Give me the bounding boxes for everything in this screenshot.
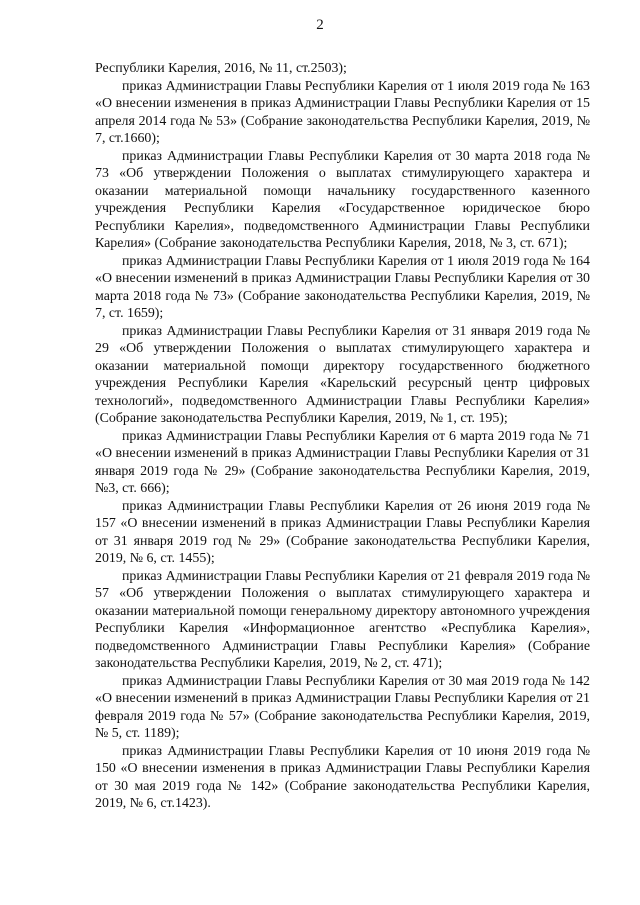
paragraph-order-71: приказ Администрации Главы Республики Карелия от 6 марта 2019 года № 71 «О внесении изменений в приказ Администрации Главы Республики Карелия от 31 января 2019 года № 29» (Собрание законодательства Республики Карелия, 2019, №3, ст. 666); [95,428,590,496]
paragraph-order-57: приказ Администрации Главы Республики Карелия от 21 февраля 2019 года № 57 «Об утверждении Положения о выплатах стимулирующего характера и оказании материальной помощи генеральному директору автономного учреждения Республики Карелия «Информационное агентство «Республика Карелия», подведомственного Администрации Главы Республики Карелия» (Собрание законодательства Республики Карелия, 2019, № 2, ст. 471); [95,568,590,671]
paragraph-order-163: приказ Администрации Главы Республики Карелия от 1 июля 2019 года № 163 «О внесении изменения в приказ Администрации Главы Республики Карелия от 15 апреля 2014 года № 53» (Собрание законодательства Республики Карелия, 2019, № 7, ст.1660); [95,78,590,146]
paragraph-order-164: приказ Администрации Главы Республики Карелия от 1 июля 2019 года № 164 «О внесении изменений в приказ Администрации Главы Республики Карелия от 30 марта 2018 года № 73» (Собрание законодательства Республики Карелия, 2019, № 7, ст. 1659); [95,253,590,321]
paragraph-continuation: Республики Карелия, 2016, № 11, ст.2503); [95,61,347,76]
paragraph-order-73: приказ Администрации Главы Республики Карелия от 30 марта 2018 года № 73 «Об утверждении Положения о выплатах стимулирующего характера и оказании материальной помощи начальнику государственного казенного учреждения Республики Карелия «Государственное юридическое бюро Республики Карелия», подведомственного Администрации Главы Республики Карелия» (Собрание законодательства Республики Карелия, 2018, № 3, ст. 671); [95,148,590,251]
page-number: 2 [316,17,324,33]
document-body [95,60,590,813]
paragraph-order-157: приказ Администрации Главы Республики Карелия от 26 июня 2019 года № 157 «О внесении изменений в приказ Администрации Главы Республики Карелия от 31 января 2019 год № 29» (Собрание законодательства Республики Карелия, 2019, № 6, ст. 1455); [95,498,590,566]
paragraph-order-29: приказ Администрации Главы Республики Карелия от 31 января 2019 года № 29 «Об утверждении Положения о выплатах стимулирующего характера и оказании материальной помощи директору государственного бюджетного учреждения Республики Карелия «Карельский ресурсный центр цифровых технологий», подведомственного Администрации Главы Республики Карелия» (Собрание законодательства Республики Карелия, 2019, № 1, ст. 195); [95,323,590,426]
paragraph-order-142: приказ Администрации Главы Республики Карелия от 30 мая 2019 года № 142 «О внесении изменений в приказ Администрации Главы Республики Карелия от 21 февраля 2019 года № 57» (Собрание законодательства Республики Карелия, 2019, № 5, ст. 1189); [95,673,590,741]
paragraph-order-150: приказ Администрации Главы Республики Карелия от 10 июня 2019 года № 150 «О внесении изменения в приказ Администрации Главы Республики Карелия от 30 мая 2019 года № 142» (Собрание законодательства Республики Карелия, 2019, № 6, ст.1423). [95,743,590,811]
